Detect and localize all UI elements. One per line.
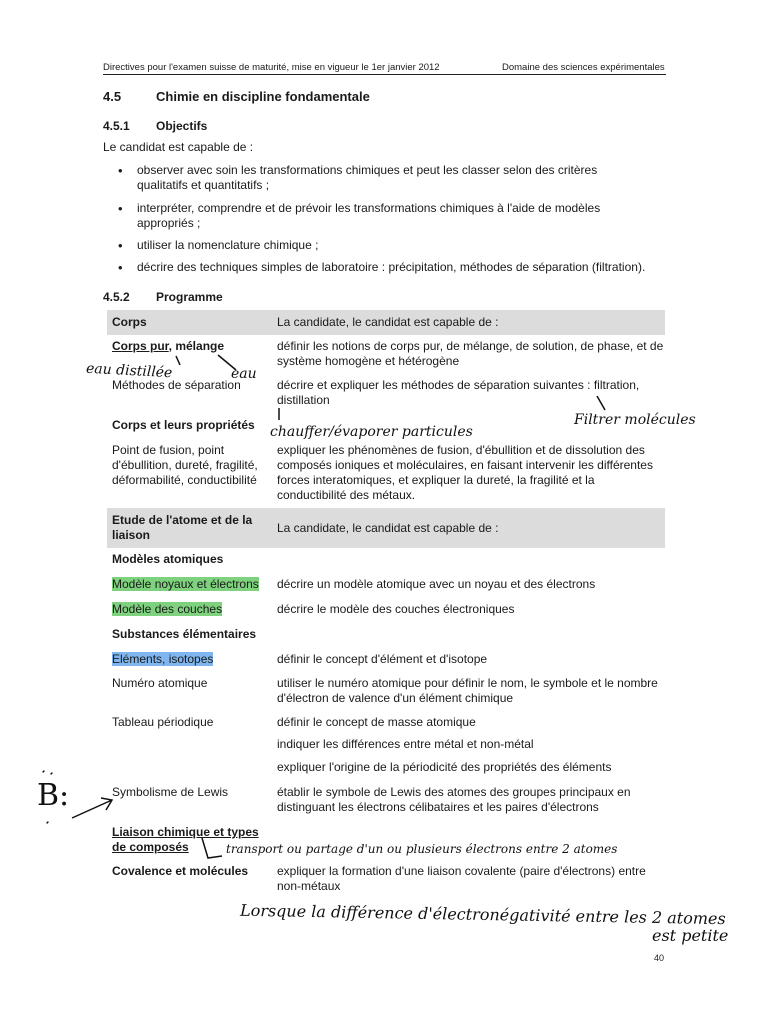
row-text: expliquer l'origine de la périodicité des propriétés des éléments [277, 760, 612, 774]
section-title: Chimie en discipline fondamentale [156, 89, 370, 104]
row-text: établir le symbole de Lewis des atomes des groupes principaux en distinguant les électrons célibataires et les paires d'électrons [277, 785, 631, 814]
lewis-dots [43, 771, 52, 823]
underlined-term: Corps pur [112, 339, 169, 353]
pointer-stroke [176, 356, 180, 365]
running-header-left: Directives pour l'examen suisse de maturité, mise en vigueur le 1er janvier 2012 [103, 62, 440, 73]
objectives-number: 4.5.1 [103, 119, 130, 133]
row-text: indiquer les différences entre métal et non-métal [277, 737, 534, 751]
row-text: définir le concept d'élément et d'isotope [277, 652, 488, 666]
handwritten-note: chauffer/évaporer particules [270, 424, 473, 440]
objectives-title: Objectifs [156, 119, 208, 133]
bracket-stroke [202, 838, 222, 858]
band-capable: La candidate, le candidat est capable de : [277, 315, 499, 329]
highlighted-term-green: Modèle des couches [112, 602, 223, 616]
bullet-dot: • [118, 201, 123, 216]
objectives-intro: Le candidat est capable de : [103, 140, 254, 154]
row-text: décrire et expliquer les méthodes de séparation suivantes : filtration, distillation [277, 378, 640, 407]
row-label: Numéro atomique [112, 676, 208, 690]
pointer-stroke [218, 355, 236, 370]
highlighted-term-blue: Eléments, isotopes [112, 652, 214, 666]
row-text: utiliser le numéro atomique pour définir le nom, le symbole et le nombre d'électron de valence d'un élément chimique [277, 676, 658, 705]
row-text: définir le concept de masse atomique [277, 715, 476, 729]
row-label: Symbolisme de Lewis [112, 785, 229, 799]
handwritten-lewis-symbol: B: [37, 778, 70, 813]
handwritten-note: transport ou partage d'un ou plusieurs électrons entre 2 atomes [226, 842, 618, 856]
row-text: décrire un modèle atomique avec un noyau et des électrons [277, 577, 596, 591]
band-capable: La candidate, le candidat est capable de : [277, 521, 499, 535]
row-label: Tableau périodique [112, 715, 214, 729]
running-header-right: Domaine des sciences expérimentales [502, 62, 665, 73]
band-label-corps: Corps [112, 315, 147, 329]
row-text: décrire le modèle des couches électroniques [277, 602, 515, 616]
handwritten-note: Lorsque la différence d'électronégativité entre les 2 atomes [239, 900, 726, 929]
row-label: Point de fusion, point d'ébullition, dureté, fragilité, déformabilité, conductibilité [112, 443, 258, 487]
row-text: définir les notions de corps pur, de mélange, de solution, de phase, et de système homogène et hétérogène [277, 339, 664, 368]
arrow-icon [72, 798, 112, 818]
programme-title: Programme [156, 290, 223, 304]
programme-number: 4.5.2 [103, 290, 130, 304]
section-number: 4.5 [103, 89, 122, 104]
handwritten-note: Filtrer molécules [574, 412, 696, 428]
page-number: 40 [654, 953, 665, 963]
row-text: expliquer les phénomènes de fusion, d'ébullition et de dissolution des composés ioniques et moléculaires, en faisant intervenir les différentes forces interatomiques, et expliquer la dureté, la fragilité et la conductibilité des métaux. [277, 443, 653, 502]
objective-item: utiliser la nomenclature chimique ; [137, 238, 319, 252]
row-label: Méthodes de séparation [112, 378, 241, 392]
handwritten-note: est petite [652, 926, 729, 945]
objective-item: observer avec soin les transformations chimiques et peut les classer selon des critères qualitatifs et quantitatifs ; [137, 163, 598, 192]
handwritten-note: eau [231, 366, 257, 382]
row-label-rest: , mélange [168, 339, 225, 353]
band-label-atome: Etude de l'atome et de la liaison [112, 513, 253, 542]
row-label-bold: Corps et leurs propriétés [112, 418, 255, 432]
objective-item: interpréter, comprendre et de prévoir les transformations chimiques à l'aide de modèles appropriés ; [137, 201, 601, 230]
handwritten-note: eau distillée [85, 360, 173, 382]
row-label-bold: Covalence et molécules [112, 864, 249, 878]
highlighted-term-green: Modèle noyaux et électrons [112, 577, 259, 591]
pointer-stroke [597, 396, 605, 410]
row-label-bold: Substances élémentaires [112, 627, 257, 641]
bullet-dot: • [118, 163, 123, 178]
bullet-dot: • [118, 260, 123, 275]
row-label-bold-underlined: Liaison chimique et types de composés [112, 825, 259, 854]
bullet-dot: • [118, 238, 123, 253]
row-label-bold: Modèles atomiques [112, 552, 224, 566]
objective-item: décrire des techniques simples de laboratoire : précipitation, méthodes de séparation (filtration). [137, 260, 646, 274]
row-text: expliquer la formation d'une liaison covalente (paire d'électrons) entre non-métaux [277, 864, 646, 893]
